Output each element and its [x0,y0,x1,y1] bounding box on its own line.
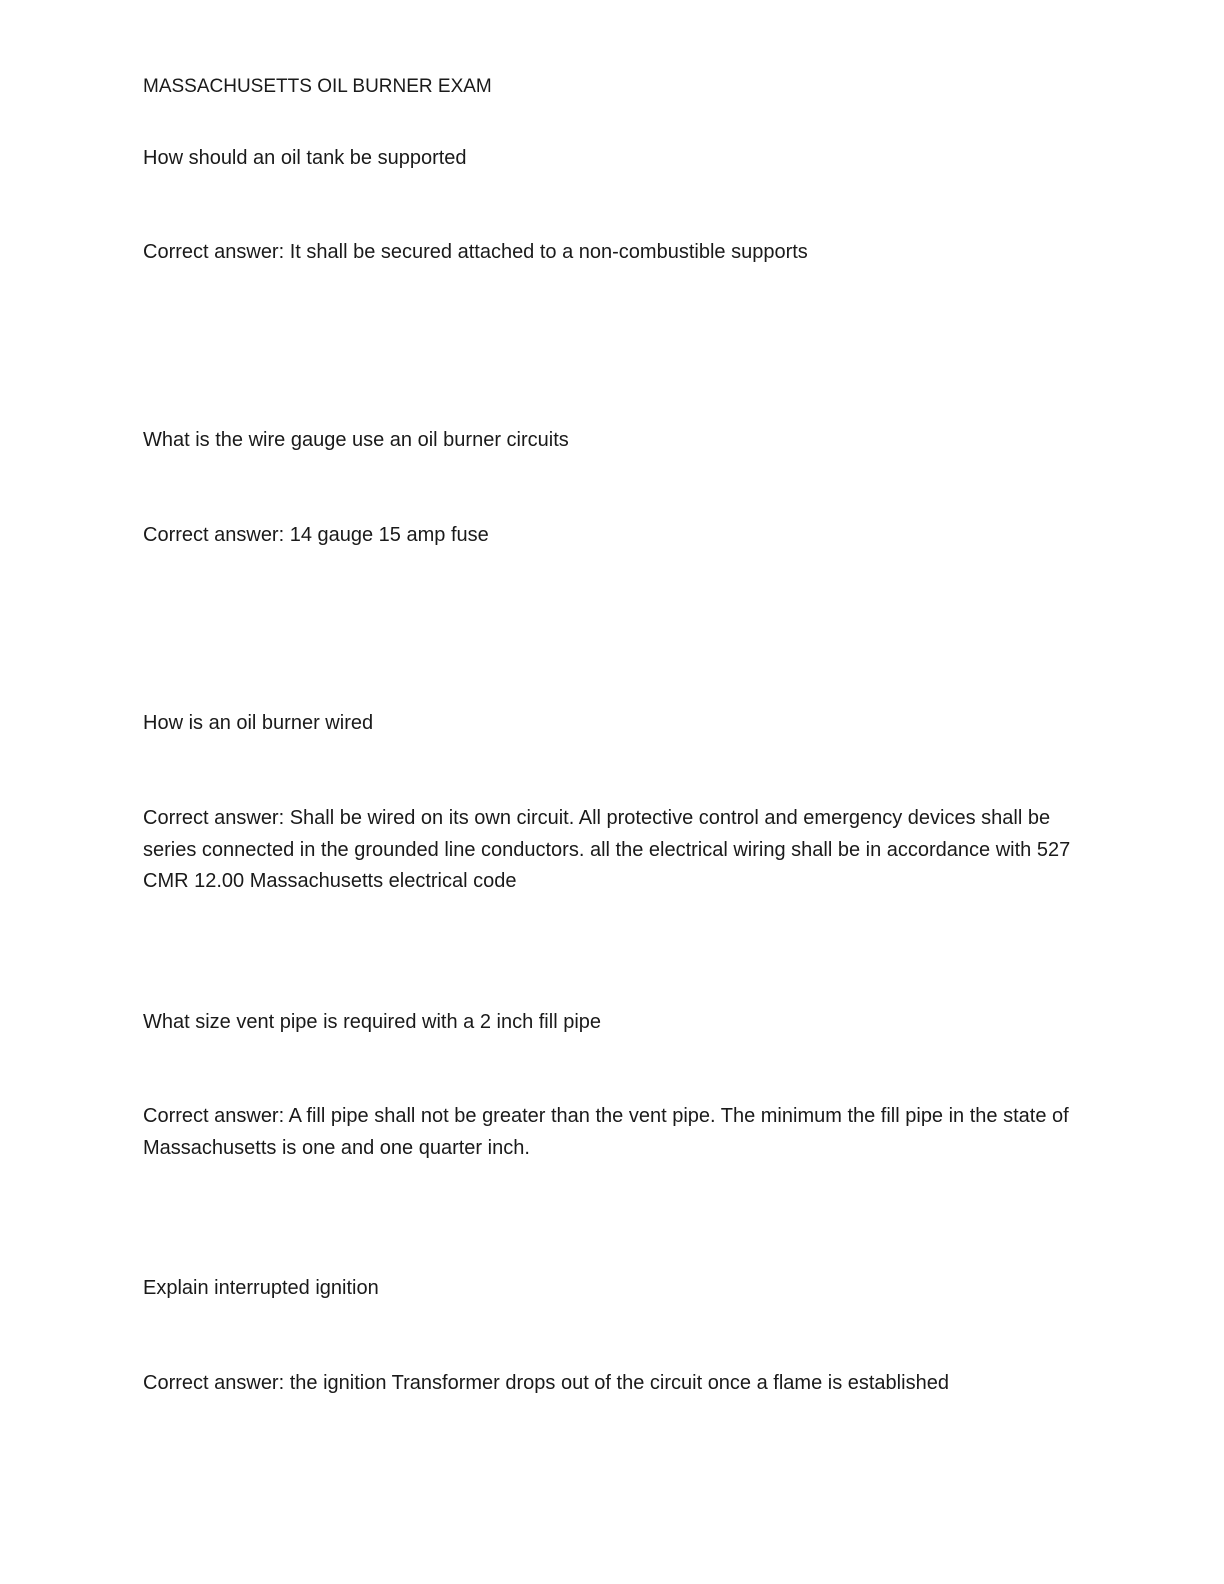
document-title: MASSACHUSETTS OIL BURNER EXAM [143,76,492,97]
answer-5: Correct answer: the ignition Transformer drops out of the circuit once a flame is established [143,1372,949,1394]
answer-3: Correct answer: Shall be wired on its own circuit. All protective control and emergency devices shall be series connected in the grounded line conductors. all the electrical wiring shall be in accordance with 527 CMR 12.00 Massachusetts electrical code [143,807,1071,892]
question-4: What size vent pipe is required with a 2 inch fill pipe [143,1011,602,1033]
answer-4: Correct answer: A fill pipe shall not be greater than the vent pipe. The minimum the fill pipe in the state of Massachusetts is one and one quarter inch. [143,1105,1069,1159]
question-5: Explain interrupted ignition [143,1277,379,1299]
question-1: How should an oil tank be supported [143,147,467,169]
question-3: How is an oil burner wired [143,712,374,734]
answer-2: Correct answer: 14 gauge 15 amp fuse [143,524,489,546]
question-2: What is the wire gauge use an oil burner circuits [143,429,569,451]
answer-1: Correct answer: It shall be secured attached to a non-combustible supports [143,241,808,263]
